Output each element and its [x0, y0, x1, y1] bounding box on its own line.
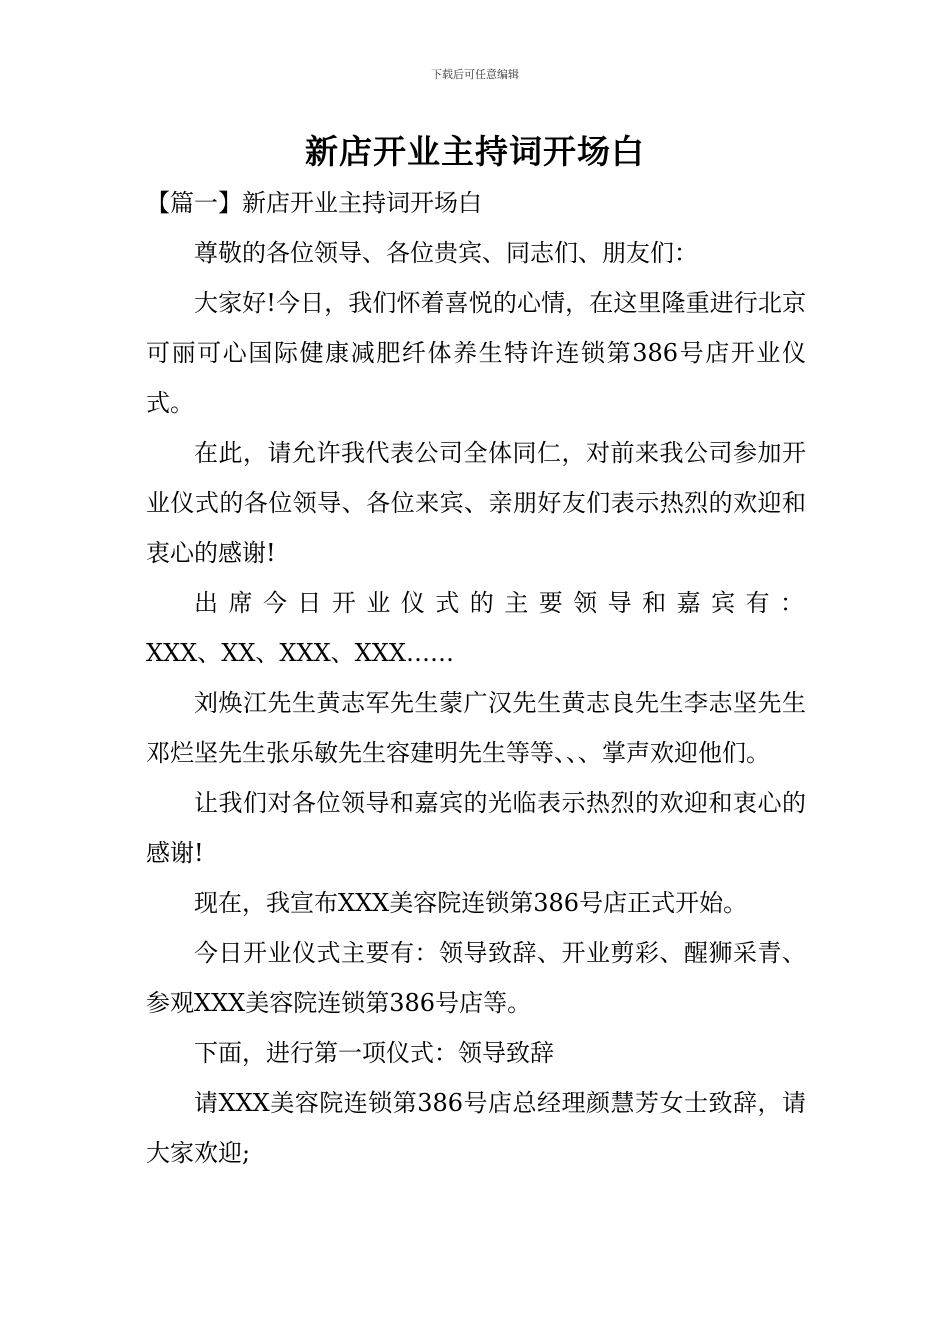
paragraph-greeting: 尊敬的各位领导、各位贵宾、同志们、朋友们： — [194, 239, 698, 267]
paragraph-guests-placeholder: XXX、XX、XXX、XXX…… — [146, 639, 454, 667]
paragraph-opening: 大家好!今日，我们怀着喜悦的心情，在这里隆重进行北京可丽可心国际健康减肥纤体养生特许连锁第386号店开业仪式。 — [146, 289, 806, 417]
document-body — [146, 178, 806, 1178]
paragraph-welcome: 在此，请允许我代表公司全体同仁，对前来我公司参加开业仪式的各位领导、各位来宾、亲朋好友们表示热烈的欢迎和衷心的感谢! — [146, 439, 806, 567]
header-note: 下载后可任意编辑 — [431, 68, 519, 81]
paragraph-announcement: 现在，我宣布XXX美容院连锁第386号店正式开始。 — [194, 889, 748, 917]
paragraph-invite-speech: 请XXX美容院连锁第386号店总经理颜慧芳女士致辞，请大家欢迎; — [146, 1089, 806, 1167]
paragraph-agenda: 今日开业仪式主要有：领导致辞、开业剪彩、醒狮采青、参观XXX美容院连锁第386号店等。 — [146, 939, 806, 1017]
paragraph-first-item: 下面，进行第一项仪式：领导致辞 — [194, 1039, 554, 1067]
section-heading: 【篇一】新店开业主持词开场白 — [146, 189, 482, 217]
paragraph-thanks: 让我们对各位领导和嘉宾的光临表示热烈的欢迎和衷心的感谢! — [146, 789, 806, 867]
paragraph-guests-intro: 出席今日开业仪式的主要领导和嘉宾有： — [194, 589, 806, 617]
document-title: 新店开业主持词开场白 — [305, 132, 645, 171]
paragraph-guest-names: 刘焕江先生黄志军先生蒙广汉先生黄志良先生李志坚先生邓烂坚先生张乐敏先生容建明先生等等、、、掌声欢迎他们。 — [146, 689, 806, 767]
